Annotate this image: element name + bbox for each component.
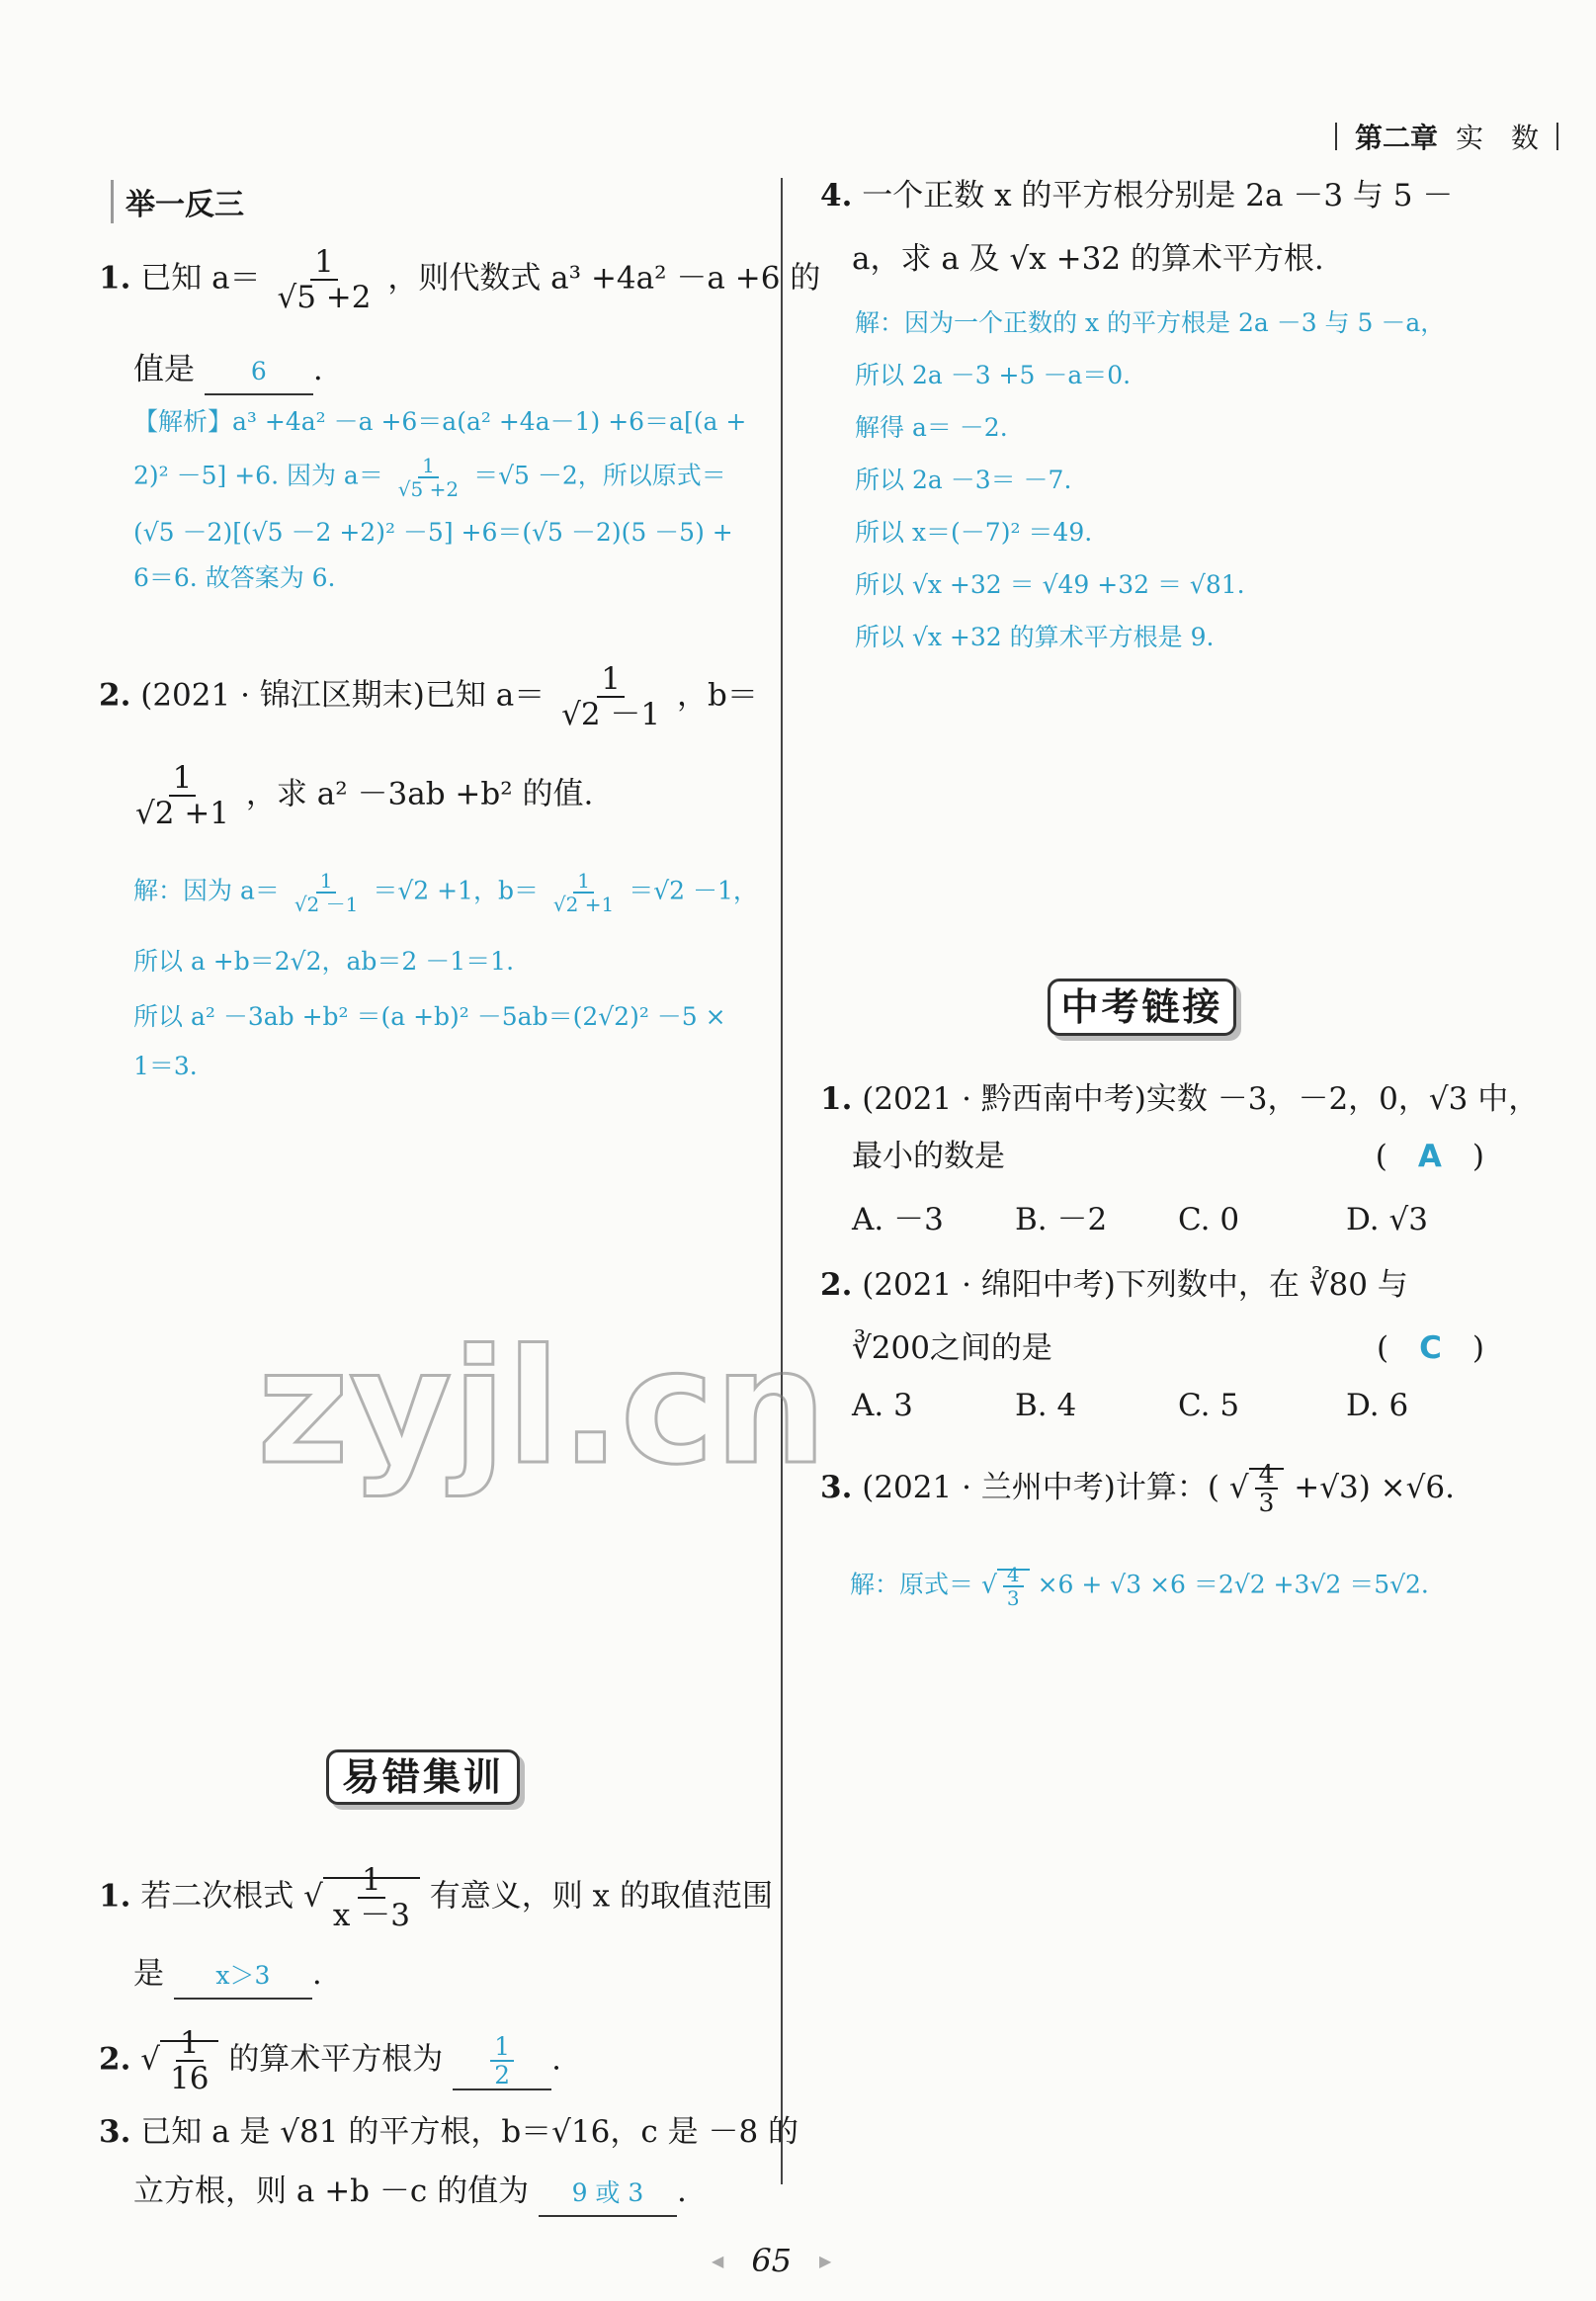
answer-blank: 6 <box>205 348 313 395</box>
question-4-line2: a，求 a 及 √x +32 的算术平方根. <box>852 241 1324 277</box>
q1-solution: 【解析】a³ +4a² －a +6＝a(a² +4a－1) +6＝a[(a + 2)² －5] +6. 因为 a＝ $\frac{1}{√5 +2}$ ＝√5 －2，所以原式＝ (√5 －2)[(√5 －2 +2)² －5] +6＝(√5 －2)(5 －5) + 6＝6. 故答案为 6. <box>133 407 747 592</box>
exam-question-2: 2. (2021 · 绵阳中考)下列数中，在 ∛80 与 <box>820 1267 1408 1303</box>
question-1: 1. 已知 a＝ $\frac{1}{√5 +2}$ ，则代数式 a³ +4a² －a +6 的 <box>99 244 821 316</box>
chapter-label: 第二章 <box>1354 122 1438 154</box>
easy-question-3: 3. 已知 a 是 √81 的平方根，b＝√16，c 是 －8 的 <box>99 2114 799 2150</box>
answer-paren: ( A ) <box>1375 1139 1484 1174</box>
exam-question-2-options <box>852 1384 1504 1427</box>
question-1-line2: 值是 6 . <box>133 348 323 395</box>
exam-question-1-options <box>852 1198 1504 1241</box>
exam-question-2-line2: ∛200之间的是 ( C ) <box>852 1326 1484 1370</box>
question-4: 4. 一个正数 x 的平方根分别是 2a －3 与 5 － <box>820 178 1454 213</box>
option-c: C. 0 <box>1178 1202 1240 1237</box>
option-d: D. √3 <box>1346 1202 1428 1237</box>
answer-blank: x＞3 <box>174 1952 312 2000</box>
watermark-text: zyjl.cn <box>257 1315 827 1499</box>
q4-solution: 解：因为一个正数的 x 的平方根是 2a －3 与 5 －a， 所以 2a －3 +5 －a＝0. 解得 a＝ －2. 所以 2a －3＝ －7. 所以 x＝(－7)² ＝49. 所以 √x +32 ＝ √49 +32 ＝ √81. 所以 √x +32 的算术平方根是 9. <box>855 308 1446 651</box>
prev-arrow-icon: ◀ <box>712 2251 724 2270</box>
easy-question-1-line2: 是 x＞3 . <box>133 1952 322 2000</box>
exam-question-3: 3. (2021 · 兰州中考)计算：( √ $\frac{4}{3}$ +√3) ×√6. <box>820 1460 1455 1518</box>
option-b: B. 4 <box>1015 1388 1077 1423</box>
answer-blank: $\frac{1}{2}$ <box>453 2033 551 2091</box>
column-divider <box>781 178 783 2184</box>
easy-question-1: 1. 若二次根式 √ $\frac{1}{x -3}$ 有意义，则 x 的取值范围 <box>99 1862 773 1934</box>
c3-solution: 解：原式＝ √ $\frac{4}{3}$ ×6 + √3 ×6 ＝2√2 +3√2 ＝5√2. <box>850 1563 1429 1610</box>
page-footer <box>712 2242 831 2279</box>
question-2: 2. (2021 · 锦江区期末)已知 a＝ $\frac{1}{√2 -1}$ ，b＝ <box>99 661 758 733</box>
chapter-header <box>1335 117 1558 156</box>
chapter-title: 实 数 <box>1455 122 1539 154</box>
easy-question-2: 2. √ $\frac{1}{16}$ 的算术平方根为 $\frac{1}{2}$ . <box>99 2025 562 2097</box>
exam-question-1-line2: 最小的数是 ( A ) <box>852 1135 1484 1178</box>
option-b: B. －2 <box>1015 1202 1108 1237</box>
easy-question-3-line2: 立方根，则 a +b －c 的值为 9 或 3 . <box>133 2170 687 2217</box>
option-c: C. 5 <box>1178 1388 1240 1423</box>
exam-question-1: 1. (2021 · 黔西南中考)实数 －3，－2，0，√3 中， <box>820 1081 1540 1117</box>
answer-blank: 9 或 3 <box>539 2170 677 2217</box>
fraction: $\frac{1}{√5 +2}$ <box>277 244 372 316</box>
question-2-line2: $\frac{1}{√2 +1}$ ，求 a² －3ab +b² 的值. <box>135 760 594 832</box>
next-arrow-icon: ▶ <box>819 2251 832 2270</box>
option-a: A. 3 <box>852 1388 913 1423</box>
option-a: A. －3 <box>852 1202 944 1237</box>
answer-paren: ( C ) <box>1377 1330 1484 1366</box>
page-number: 65 <box>751 2242 793 2279</box>
q2-solution: 解：因为 a＝ $\frac{1}{√2 -1}$ ＝√2 +1，b＝ $\frac{1}{√2 +1}$ ＝√2 －1， 所以 a +b＝2√2，ab＝2 －1＝1. 所以 a² －3ab +b² ＝(a +b)² －5ab＝(2√2)² －5 × 1＝3. <box>133 869 758 1080</box>
option-d: D. 6 <box>1346 1388 1409 1423</box>
section-heading-exam-link: 中考链接 <box>1048 979 1236 1036</box>
section-heading-practice: 举一反三 <box>111 180 244 223</box>
section-heading-easy-mistakes: 易错集训 <box>326 1749 520 1805</box>
